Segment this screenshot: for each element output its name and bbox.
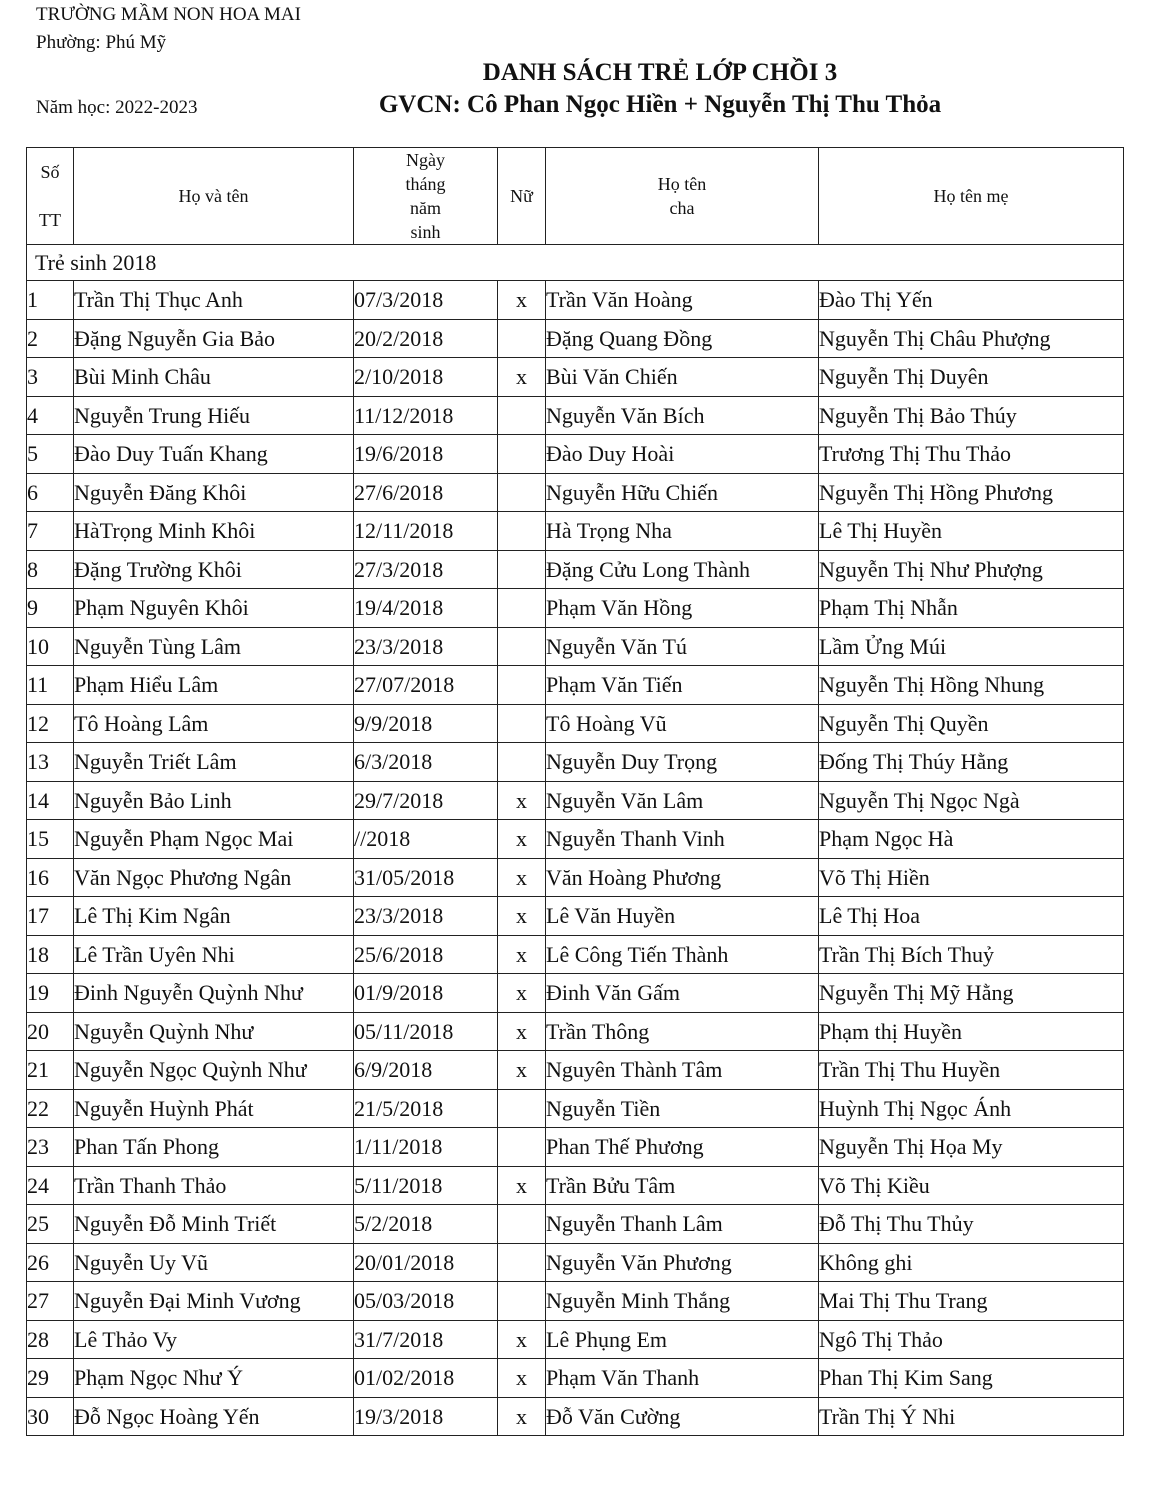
child-name-cell: Phạm Nguyên Khôi <box>74 589 354 628</box>
table-row <box>27 1359 1124 1398</box>
table-header-row <box>27 148 1124 245</box>
stt-cell: 10 <box>27 627 74 666</box>
stt-cell: 23 <box>27 1128 74 1167</box>
mother-name-cell: Huỳnh Thị Ngọc Ánh <box>819 1089 1124 1128</box>
header-name: Họ và tên <box>74 148 354 245</box>
dob-cell: 27/3/2018 <box>354 550 498 589</box>
stt-cell: 22 <box>27 1089 74 1128</box>
father-name-cell: Nguyễn Minh Thắng <box>546 1282 819 1321</box>
table-row <box>27 1051 1124 1090</box>
table-row <box>27 974 1124 1013</box>
girl-cell <box>498 1243 546 1282</box>
girl-cell: x <box>498 1397 546 1436</box>
mother-name-cell: Đỗ Thị Thu Thủy <box>819 1205 1124 1244</box>
father-name-cell: Nguyễn Tiền <box>546 1089 819 1128</box>
mother-name-cell: Lê Thị Hoa <box>819 897 1124 936</box>
document-title: DANH SÁCH TRẺ LỚP CHỒI 3 <box>482 59 838 86</box>
mother-name-cell: Nguyễn Thị Bảo Thúy <box>819 396 1124 435</box>
mother-name-cell: Trần Thị Ý Nhi <box>819 1397 1124 1436</box>
mother-name-cell: Nguyễn Thị Như Phượng <box>819 550 1124 589</box>
father-name-cell: Lê Phụng Em <box>546 1320 819 1359</box>
girl-cell: x <box>498 974 546 1013</box>
child-name-cell: Nguyễn Đăng Khôi <box>74 473 354 512</box>
dob-cell: 07/3/2018 <box>354 281 498 320</box>
stt-cell: 21 <box>27 1051 74 1090</box>
girl-cell <box>498 396 546 435</box>
child-name-cell: Đỗ Ngọc Hoàng Yến <box>74 1397 354 1436</box>
girl-cell: x <box>498 1012 546 1051</box>
girl-cell: x <box>498 897 546 936</box>
mother-name-cell: Lê Thị Huyền <box>819 512 1124 551</box>
dob-cell: 21/5/2018 <box>354 1089 498 1128</box>
mother-name-cell: Trương Thị Thu Thảo <box>819 435 1124 474</box>
dob-cell: 19/3/2018 <box>354 1397 498 1436</box>
child-name-cell: Phạm Hiểu Lâm <box>74 666 354 705</box>
father-name-cell: Phan Thế Phương <box>546 1128 819 1167</box>
stt-cell: 19 <box>27 974 74 1013</box>
mother-name-cell: Lầm Ửng Múi <box>819 627 1124 666</box>
girl-cell: x <box>498 1320 546 1359</box>
table-row <box>27 550 1124 589</box>
stt-cell: 6 <box>27 473 74 512</box>
child-name-cell: Nguyễn Ngọc Quỳnh Như <box>74 1051 354 1090</box>
father-name-cell: Đỗ Văn Cường <box>546 1397 819 1436</box>
table-row <box>27 627 1124 666</box>
mother-name-cell: Nguyễn Thị Châu Phượng <box>819 319 1124 358</box>
dob-cell: 6/9/2018 <box>354 1051 498 1090</box>
girl-cell <box>498 1282 546 1321</box>
dob-cell: 1/11/2018 <box>354 1128 498 1167</box>
father-name-cell: Nguyên Thành Tâm <box>546 1051 819 1090</box>
stt-cell: 18 <box>27 935 74 974</box>
stt-cell: 7 <box>27 512 74 551</box>
father-name-cell: Phạm Văn Tiến <box>546 666 819 705</box>
dob-cell: 01/9/2018 <box>354 974 498 1013</box>
father-name-cell: Lê Công Tiến Thành <box>546 935 819 974</box>
header-dob-line1: Ngày <box>406 150 445 170</box>
child-name-cell: Đặng Trường Khôi <box>74 550 354 589</box>
stt-cell: 17 <box>27 897 74 936</box>
child-name-cell: Nguyễn Triết Lâm <box>74 743 354 782</box>
mother-name-cell: Không ghi <box>819 1243 1124 1282</box>
stt-cell: 9 <box>27 589 74 628</box>
dob-cell: 19/4/2018 <box>354 589 498 628</box>
table-row <box>27 820 1124 859</box>
girl-cell: x <box>498 935 546 974</box>
group-row <box>27 245 1124 281</box>
dob-cell: 01/02/2018 <box>354 1359 498 1398</box>
father-name-cell: Đặng Quang Đồng <box>546 319 819 358</box>
header-stt-line1: Số <box>40 162 60 182</box>
mother-name-cell: Phạm Thị Nhẫn <box>819 589 1124 628</box>
dob-cell: 9/9/2018 <box>354 704 498 743</box>
stt-cell: 25 <box>27 1205 74 1244</box>
dob-cell: 6/3/2018 <box>354 743 498 782</box>
mother-name-cell: Phan Thị Kim Sang <box>819 1359 1124 1398</box>
girl-cell: x <box>498 1166 546 1205</box>
table-row <box>27 858 1124 897</box>
stt-cell: 3 <box>27 358 74 397</box>
child-name-cell: Văn Ngọc Phương Ngân <box>74 858 354 897</box>
dob-cell: 19/6/2018 <box>354 435 498 474</box>
mother-name-cell: Nguyễn Thị Quyền <box>819 704 1124 743</box>
header-father-line1: Họ tên <box>657 174 707 194</box>
father-name-cell: Nguyễn Thanh Lâm <box>546 1205 819 1244</box>
mother-name-cell: Nguyễn Thị Duyên <box>819 358 1124 397</box>
ward-name: Phường: Phú Mỹ <box>36 32 167 53</box>
father-name-cell: Nguyễn Văn Bích <box>546 396 819 435</box>
child-name-cell: Nguyễn Trung Hiếu <box>74 396 354 435</box>
child-name-cell: Lê Trần Uyên Nhi <box>74 935 354 974</box>
header-dob-line4: sinh <box>410 222 441 242</box>
stt-cell: 15 <box>27 820 74 859</box>
father-name-cell: Lê Văn Huyền <box>546 897 819 936</box>
child-name-cell: Lê Thị Kim Ngân <box>74 897 354 936</box>
girl-cell: x <box>498 820 546 859</box>
mother-name-cell: Nguyễn Thị Ngọc Ngà <box>819 781 1124 820</box>
father-name-cell: Trần Bửu Tâm <box>546 1166 819 1205</box>
stt-cell: 11 <box>27 666 74 705</box>
dob-cell: 05/03/2018 <box>354 1282 498 1321</box>
girl-cell <box>498 743 546 782</box>
mother-name-cell: Trần Thị Thu Huyền <box>819 1051 1124 1090</box>
girl-cell <box>498 704 546 743</box>
dob-cell: 23/3/2018 <box>354 897 498 936</box>
father-name-cell: Nguyễn Duy Trọng <box>546 743 819 782</box>
table-row <box>27 1166 1124 1205</box>
father-name-cell: Trần Thông <box>546 1012 819 1051</box>
table-row <box>27 1282 1124 1321</box>
table-row <box>27 473 1124 512</box>
girl-cell: x <box>498 358 546 397</box>
dob-cell: 29/7/2018 <box>354 781 498 820</box>
girl-cell <box>498 1205 546 1244</box>
table-row <box>27 743 1124 782</box>
table-row <box>27 897 1124 936</box>
dob-cell: 11/12/2018 <box>354 396 498 435</box>
school-name: TRƯỜNG MẦM NON HOA MAI <box>36 4 301 25</box>
girl-cell: x <box>498 1051 546 1090</box>
header-stt <box>27 148 74 245</box>
stt-cell: 5 <box>27 435 74 474</box>
table-row <box>27 396 1124 435</box>
girl-cell <box>498 666 546 705</box>
mother-name-cell: Phạm Ngọc Hà <box>819 820 1124 859</box>
father-name-cell: Trần Văn Hoàng <box>546 281 819 320</box>
table-row <box>27 1089 1124 1128</box>
girl-cell <box>498 589 546 628</box>
girl-cell <box>498 1089 546 1128</box>
child-name-cell: Phan Tấn Phong <box>74 1128 354 1167</box>
mother-name-cell: Nguyễn Thị Hồng Nhung <box>819 666 1124 705</box>
stt-cell: 1 <box>27 281 74 320</box>
dob-cell: //2018 <box>354 820 498 859</box>
stt-cell: 20 <box>27 1012 74 1051</box>
table-row <box>27 1128 1124 1167</box>
girl-cell: x <box>498 281 546 320</box>
header-dob <box>354 148 498 245</box>
dob-cell: 12/11/2018 <box>354 512 498 551</box>
stt-cell: 8 <box>27 550 74 589</box>
table-row <box>27 1243 1124 1282</box>
girl-cell <box>498 627 546 666</box>
mother-name-cell: Nguyễn Thị Hồng Phương <box>819 473 1124 512</box>
dob-cell: 23/3/2018 <box>354 627 498 666</box>
stt-cell: 26 <box>27 1243 74 1282</box>
header-father-line2: cha <box>669 198 695 218</box>
homeroom-teachers: GVCN: Cô Phan Ngọc Hiền + Nguyễn Thị Thu Thỏa <box>378 91 942 118</box>
child-name-cell: Nguyễn Đỗ Minh Triết <box>74 1205 354 1244</box>
mother-name-cell: Trần Thị Bích Thuỷ <box>819 935 1124 974</box>
roster-body <box>27 245 1124 1436</box>
girl-cell <box>498 319 546 358</box>
girl-cell <box>498 1128 546 1167</box>
dob-cell: 2/10/2018 <box>354 358 498 397</box>
table-row <box>27 1320 1124 1359</box>
table-row <box>27 358 1124 397</box>
dob-cell: 05/11/2018 <box>354 1012 498 1051</box>
group-label: Trẻ sinh 2018 <box>27 245 1124 281</box>
dob-cell: 27/07/2018 <box>354 666 498 705</box>
stt-cell: 16 <box>27 858 74 897</box>
table-row <box>27 1012 1124 1051</box>
dob-cell: 5/11/2018 <box>354 1166 498 1205</box>
dob-cell: 25/6/2018 <box>354 935 498 974</box>
father-name-cell: Nguyễn Văn Tú <box>546 627 819 666</box>
dob-cell: 20/2/2018 <box>354 319 498 358</box>
father-name-cell: Tô Hoàng Vũ <box>546 704 819 743</box>
mother-name-cell: Nguyễn Thị Họa My <box>819 1128 1124 1167</box>
father-name-cell: Nguyễn Văn Phương <box>546 1243 819 1282</box>
father-name-cell: Phạm Văn Thanh <box>546 1359 819 1398</box>
child-name-cell: Nguyễn Phạm Ngọc Mai <box>74 820 354 859</box>
mother-name-cell: Ngô Thị Thảo <box>819 1320 1124 1359</box>
dob-cell: 31/05/2018 <box>354 858 498 897</box>
stt-cell: 30 <box>27 1397 74 1436</box>
father-name-cell: Nguyễn Thanh Vinh <box>546 820 819 859</box>
father-name-cell: Phạm Văn Hồng <box>546 589 819 628</box>
stt-cell: 2 <box>27 319 74 358</box>
child-name-cell: Trần Thị Thục Anh <box>74 281 354 320</box>
girl-cell: x <box>498 858 546 897</box>
table-row <box>27 281 1124 320</box>
child-name-cell: Đặng Nguyễn Gia Bảo <box>74 319 354 358</box>
table-row <box>27 781 1124 820</box>
stt-cell: 13 <box>27 743 74 782</box>
girl-cell: x <box>498 781 546 820</box>
child-name-cell: Nguyễn Tùng Lâm <box>74 627 354 666</box>
father-name-cell: Văn Hoàng Phương <box>546 858 819 897</box>
table-row <box>27 935 1124 974</box>
stt-cell: 27 <box>27 1282 74 1321</box>
table-row <box>27 512 1124 551</box>
stt-cell: 4 <box>27 396 74 435</box>
child-name-cell: Nguyễn Bảo Linh <box>74 781 354 820</box>
student-roster-table <box>26 147 1124 1436</box>
table-row <box>27 435 1124 474</box>
child-name-cell: Nguyễn Đại Minh Vương <box>74 1282 354 1321</box>
dob-cell: 27/6/2018 <box>354 473 498 512</box>
stt-cell: 24 <box>27 1166 74 1205</box>
header-mother: Họ tên mẹ <box>819 148 1124 245</box>
child-name-cell: HàTrọng Minh Khôi <box>74 512 354 551</box>
child-name-cell: Lê Thảo Vy <box>74 1320 354 1359</box>
table-row <box>27 704 1124 743</box>
father-name-cell: Đào Duy Hoài <box>546 435 819 474</box>
header-stt-line2: TT <box>39 210 61 230</box>
child-name-cell: Nguyễn Huỳnh Phát <box>74 1089 354 1128</box>
father-name-cell: Nguyễn Văn Lâm <box>546 781 819 820</box>
mother-name-cell: Võ Thị Hiền <box>819 858 1124 897</box>
girl-cell <box>498 550 546 589</box>
girl-cell <box>498 435 546 474</box>
child-name-cell: Đào Duy Tuấn Khang <box>74 435 354 474</box>
child-name-cell: Đinh Nguyễn Quỳnh Như <box>74 974 354 1013</box>
child-name-cell: Nguyễn Quỳnh Như <box>74 1012 354 1051</box>
child-name-cell: Tô Hoàng Lâm <box>74 704 354 743</box>
dob-cell: 20/01/2018 <box>354 1243 498 1282</box>
father-name-cell: Hà Trọng Nha <box>546 512 819 551</box>
father-name-cell: Bùi Văn Chiến <box>546 358 819 397</box>
child-name-cell: Phạm Ngọc Như Ý <box>74 1359 354 1398</box>
school-year: Năm học: 2022-2023 <box>36 97 198 118</box>
header-father <box>546 148 819 245</box>
table-row <box>27 1205 1124 1244</box>
stt-cell: 14 <box>27 781 74 820</box>
dob-cell: 5/2/2018 <box>354 1205 498 1244</box>
girl-cell <box>498 512 546 551</box>
father-name-cell: Đặng Cửu Long Thành <box>546 550 819 589</box>
girl-cell <box>498 473 546 512</box>
father-name-cell: Đinh Văn Gấm <box>546 974 819 1013</box>
table-row <box>27 666 1124 705</box>
header-dob-line3: năm <box>410 198 441 218</box>
header-girl: Nữ <box>498 148 546 245</box>
stt-cell: 12 <box>27 704 74 743</box>
table-row <box>27 1397 1124 1436</box>
stt-cell: 29 <box>27 1359 74 1398</box>
mother-name-cell: Võ Thị Kiều <box>819 1166 1124 1205</box>
table-row <box>27 319 1124 358</box>
child-name-cell: Trần Thanh Thảo <box>74 1166 354 1205</box>
dob-cell: 31/7/2018 <box>354 1320 498 1359</box>
mother-name-cell: Đào Thị Yến <box>819 281 1124 320</box>
child-name-cell: Bùi Minh Châu <box>74 358 354 397</box>
girl-cell: x <box>498 1359 546 1398</box>
child-name-cell: Nguyễn Uy Vũ <box>74 1243 354 1282</box>
mother-name-cell: Phạm thị Huyền <box>819 1012 1124 1051</box>
mother-name-cell: Đống Thị Thúy Hằng <box>819 743 1124 782</box>
stt-cell: 28 <box>27 1320 74 1359</box>
mother-name-cell: Nguyễn Thị Mỹ Hằng <box>819 974 1124 1013</box>
table-row <box>27 589 1124 628</box>
mother-name-cell: Mai Thị Thu Trang <box>819 1282 1124 1321</box>
header-dob-line2: tháng <box>405 174 446 194</box>
father-name-cell: Nguyễn Hữu Chiến <box>546 473 819 512</box>
